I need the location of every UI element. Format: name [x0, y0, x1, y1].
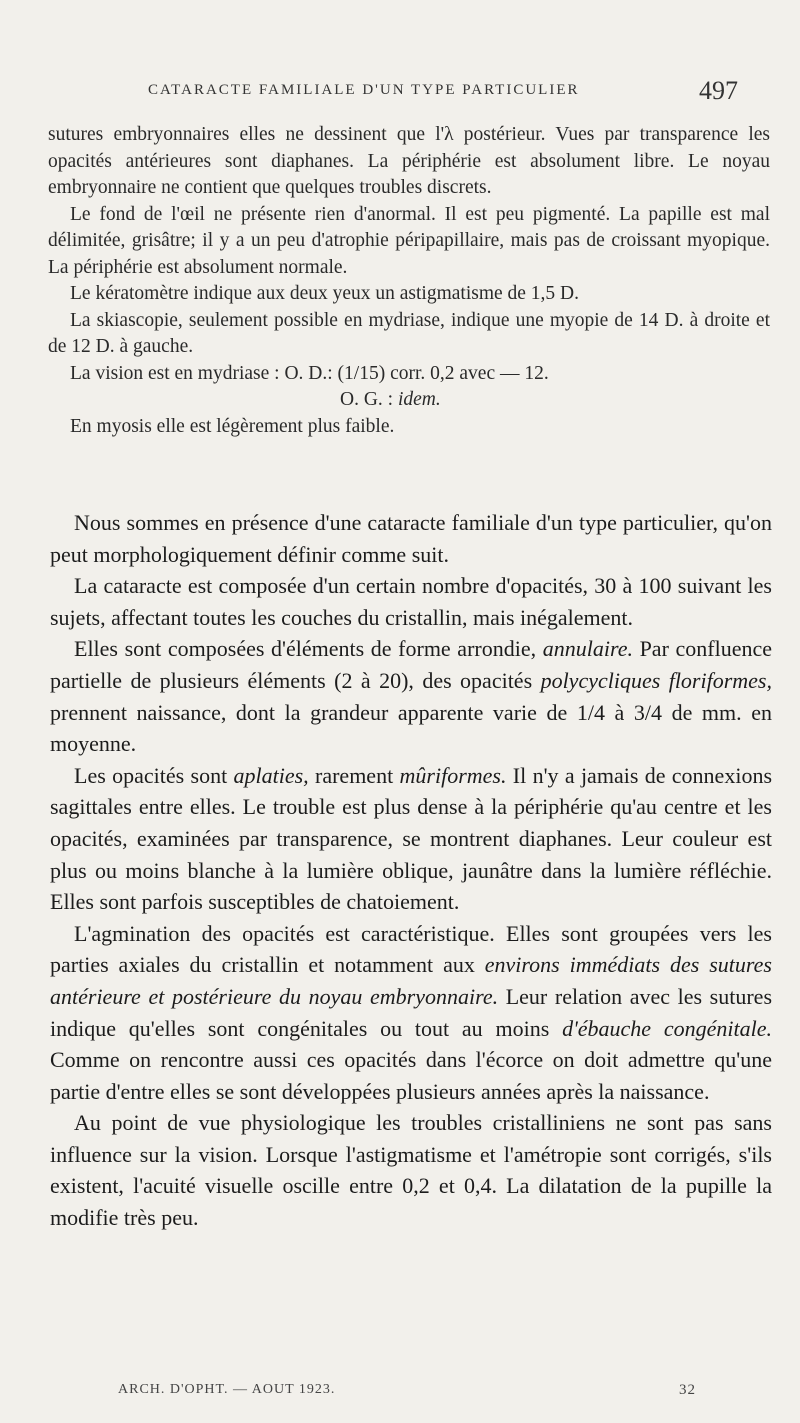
- text-run: prennent naissance, dont la grandeur apparente varie de 1/4 à 3/4 de mm. en moyenne.: [50, 699, 772, 757]
- og-label: O. G. :: [340, 389, 398, 410]
- page-number: 497: [699, 76, 738, 105]
- text-run: rarement: [308, 762, 400, 788]
- observation-paragraph: Le kératomètre indique aux deux yeux un astigmatisme de 1,5 D.: [70, 283, 580, 304]
- text-run: Il n'y a jamais de connexions sagittales entre elles. Le trouble est plus dense à la périphérie qu'au centre et les opacités, examinées par transparence, se montrent diaphanes. Leur couleur est plus ou moins blanche à la lumière oblique, jaunâtre dans la lumière réfléchie. Elles sont parfois susceptibles de chatoiement.: [50, 762, 772, 915]
- running-header: [148, 76, 738, 110]
- main-text: [50, 507, 772, 1234]
- body-paragraph: Au point de vue physiologique les troubles cristalliniens ne sont pas sans influence sur la vision. Lorsque l'astigmatisme et l'amétropie sont corrigés, s'ils existent, l'acuité visuelle oscille entre 0,2 et 0,4. La dilatation de la pupille la modifie très peu.: [50, 1110, 772, 1231]
- body-paragraph: [50, 918, 772, 1108]
- idem-italic: idem.: [397, 389, 441, 410]
- italic-run: mûriformes.: [399, 762, 507, 788]
- page-footer: [118, 1382, 696, 1404]
- observation-paragraph: La skiascopie, seulement possible en mydriase, indique une myopie de 14 D. à droite et de 12 D. à gauche.: [48, 309, 770, 357]
- observation-paragraph: Le fond de l'œil ne présente rien d'anormal. Il est peu pigmenté. La papille est mal délimitée, grisâtre; il y a un peu d'atrophie péripapillaire, mais pas de croissant myopique. La périphérie est absolument normale.: [48, 203, 770, 278]
- observation-section: [48, 122, 770, 440]
- text-run: Comme on rencontre aussi ces opacités dans l'écorce on doit admettre qu'une partie d'entre elles se sont développées plusieurs années après la naissance.: [50, 1047, 772, 1104]
- body-paragraph: [50, 760, 772, 918]
- signature-mark: 32: [679, 1382, 696, 1398]
- italic-run: d'ébauche congénitale.: [562, 1015, 772, 1041]
- italic-run: polycycliques floriformes,: [540, 667, 772, 693]
- body-paragraph: Nous sommes en présence d'une cataracte familiale d'un type particulier, qu'on peut morphologiquement définir comme suit.: [50, 510, 772, 567]
- running-title: CATARACTE FAMILIALE D'UN TYPE PARTICULIER: [148, 82, 580, 98]
- body-paragraph: La cataracte est composée d'un certain nombre d'opacités, 30 à 100 suivant les sujets, affectant toutes les couches du cristallin, mais inégalement.: [50, 573, 772, 630]
- journal-citation: ARCH. D'OPHT. — AOUT 1923.: [118, 1382, 336, 1397]
- text-run: Elles sont composées d'éléments de forme arrondie,: [74, 636, 543, 662]
- text-run: Les opacités sont: [74, 762, 234, 788]
- italic-run: annulaire.: [542, 636, 633, 662]
- observation-paragraph: La vision est en mydriase : O. D.: (1/15) corr. 0,2 avec — 12.: [70, 362, 549, 384]
- text-run: Par confluence partielle de plusieurs éléments (2 à 20), des opacités: [50, 636, 772, 693]
- observation-paragraph: sutures embryonnaires elles ne dessinent que l'λ postérieur. Vues par transparence les opacités antérieures sont diaphanes. La périphérie est absolument libre. Le noyau embryonnaire ne contient que quelques troubles discrets.: [48, 124, 770, 198]
- italic-run: environs immédiats des sutures antérieure et postérieure du noyau embryonnaire.: [50, 952, 772, 1009]
- text-run: L'agmination des opacités est caractéristique. Elles sont groupées vers les parties axiales du cristallin et notamment aux: [50, 920, 772, 978]
- observation-paragraph: En myosis elle est légèrement plus faible.: [70, 415, 395, 437]
- observation-paragraph: [48, 387, 770, 414]
- body-paragraph: [50, 633, 772, 759]
- text-run: Leur relation avec les sutures indique qu'elles sont congénitales ou tout au moins: [50, 983, 772, 1041]
- italic-run: aplaties,: [233, 762, 309, 788]
